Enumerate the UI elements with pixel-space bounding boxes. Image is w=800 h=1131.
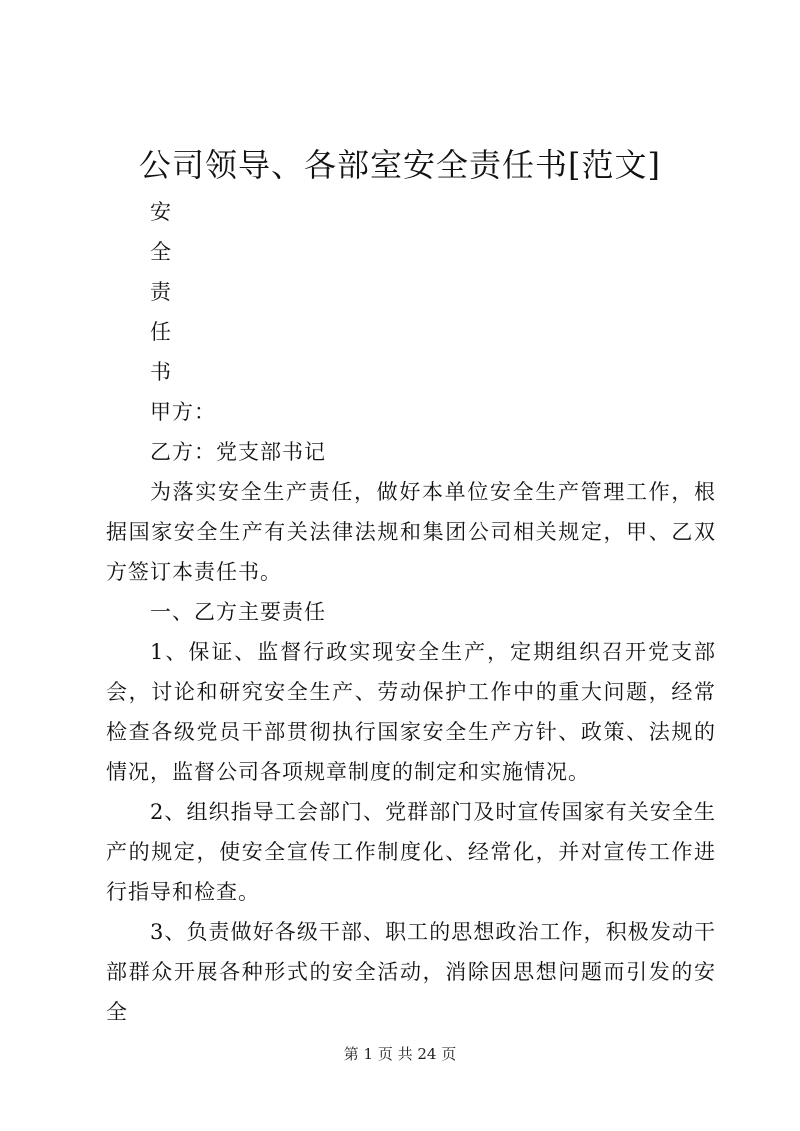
vertical-title-char: 书: [150, 360, 171, 384]
intro-paragraph: 为落实安全生产责任，做好本单位安全生产管理工作，根据国家安全生产有关法律法规和集团公司相关规定，甲、乙双方签订本责任书。: [106, 480, 716, 584]
responsibility-item-2: 2、组织指导工会部门、党群部门及时宣传国家有关安全生产的规定，使安全宣传工作制度化、经常化，并对宣传工作进行指导和检查。: [106, 800, 716, 904]
responsibility-item-1: 1、保证、监督行政实现安全生产，定期组织召开党支部会，讨论和研究安全生产、劳动保护工作中的重大问题，经常检查各级党员干部贯彻执行国家安全生产方针、政策、法规的情况，监督公司各项规章制度的制定和实施情况。: [106, 640, 716, 784]
page-number-footer: 第 1 页 共 24 页: [343, 1045, 457, 1063]
vertical-title-char: 全: [150, 240, 171, 264]
vertical-title-char: 任: [150, 320, 171, 344]
document-title: 公司领导、各部室安全责任书[范文]: [139, 146, 661, 184]
section-heading: 一、乙方主要责任: [150, 600, 326, 624]
vertical-title: [150, 192, 171, 392]
vertical-title-char: 安: [150, 200, 171, 224]
party-a-line: 甲方：: [150, 400, 216, 424]
vertical-title-char: 责: [150, 280, 171, 304]
responsibility-item-3: 3、负责做好各级干部、职工的思想政治工作，积极发动干部群众开展各种形式的安全活动，消除因思想问题而引发的安全: [106, 920, 716, 1024]
party-b-line: 乙方：党支部书记: [150, 440, 326, 464]
